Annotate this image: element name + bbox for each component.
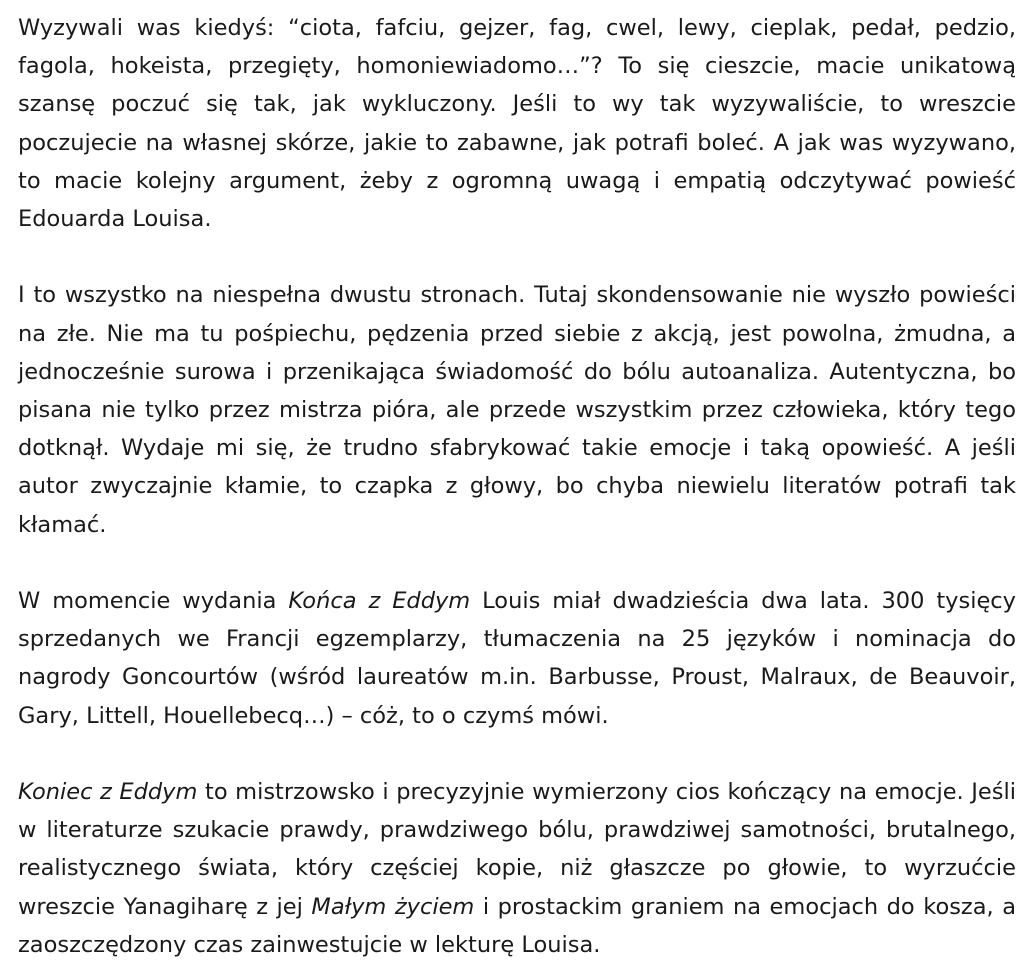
- book-title: Koniec z Eddym: [18, 779, 198, 806]
- paragraph-length: I to wszystko na niespełna dwustu stronach. Tutaj skondensowanie nie wyszło powieści na złe. Nie ma tu pośpiechu, pędzenia przed siebie z akcją, jest powolna, żmudna, a jednocześnie surowa i przenikająca świadomość do bólu autoanaliza. Autentyczna, bo pisana nie tylko przez mistrza pióra, ale przede wszystkim przez człowieka, który tego dotknął. Wydaje mi się, że trudno sfabrykować takie emocje i taką opowieść. A jeśli autor zwyczajnie kłamie, to czapka z głowy, bo chyba niewielu literatów potrafi tak kłamać.: [18, 282, 1016, 538]
- article-body: [18, 9, 1016, 964]
- book-title: Końca z Eddym: [288, 588, 471, 615]
- text-run: Louis miał dwadzieścia dwa lata. 300 tysięcy sprzedanych we Francji egzemplarzy, tłumaczenia na 25 języków i nominacja do nagrody Goncourtów (wśród laureatów m.in. Barbusse, Proust, Malraux, de Beauvoir, Gary, Littell, Houellebecq…) – cóż, to o czymś mówi.: [18, 588, 1016, 729]
- paragraph-insults: Wyzywali was kiedyś: “ciota, fafciu, gejzer, fag, cwel, lewy, cieplak, pedał, pedzio, fagola, hokeista, przegięty, homoniewiadomo…”? To się cieszcie, macie unikatową szansę poczuć się tak, jak wykluczony. Jeśli to wy tak wyzywaliście, to wreszcie poczujecie na własnej skórze, jakie to zabawne, jak potrafi boleć. A jak was wyzywano, to macie kolejny argument, żeby z ogromną uwagą i empatią odczytywać powieść Edouarda Louisa.: [18, 15, 1016, 233]
- text-run: W momencie wydania: [18, 588, 289, 615]
- text-run: to mistrzowsko i precyzyjnie wymierzony cios kończący na emocje. Jeśli w literaturze szukacie prawdy, prawdziwego bólu, prawdziwej samotności, brutalnego, realistycznego świata, który częściej kopie, niż głaszcze po głowie, to wyrzućcie wreszcie Yanagiharę z jej: [18, 779, 1016, 920]
- text-run: i prostackim graniem na emocjach do kosza, a zaoszczędzony czas zainwestujcie w lekturę Louisa.: [18, 893, 1016, 958]
- book-title-other: Małym życiem: [311, 893, 475, 920]
- paragraph-publication: [18, 582, 1016, 735]
- paragraph-verdict: [18, 773, 1016, 964]
